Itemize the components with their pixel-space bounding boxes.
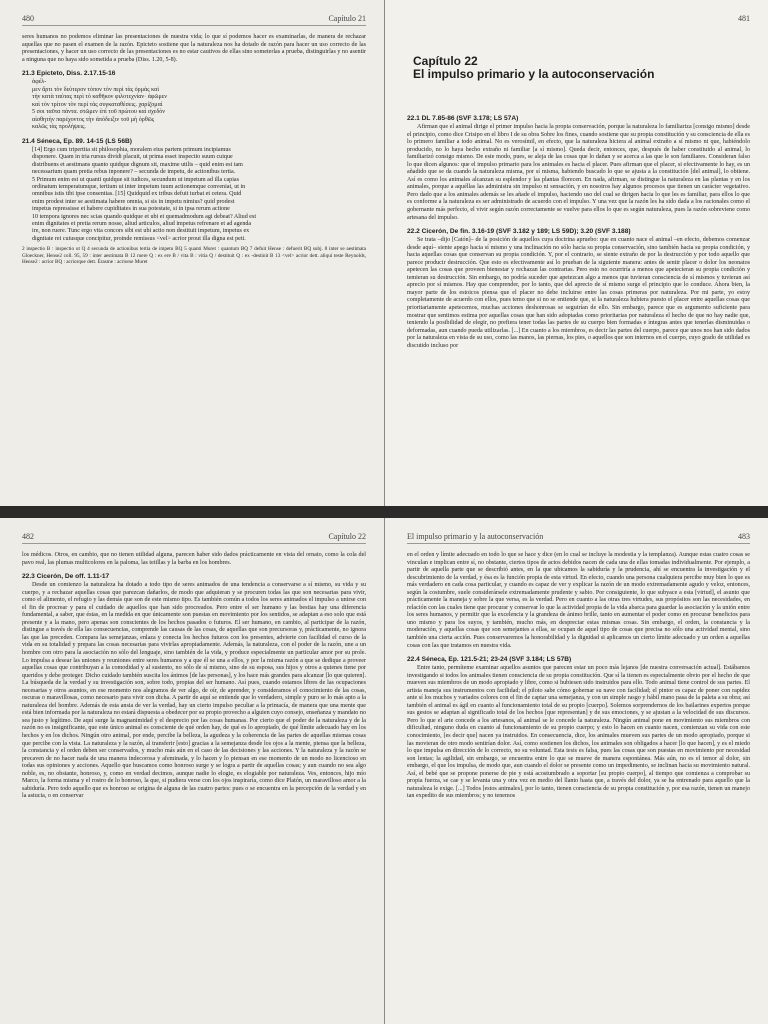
latin-line: necessarium quam pretia rebus inponere? – secunda de impetu, de actionibus tertia. — [32, 169, 236, 176]
page-483 — [385, 518, 768, 1024]
section-body: Se trata –dijo [Catón]– de la posición de aquellos cuya doctrina apruebo: que en cuanto nace el animal –en efecto, debemos comenzar desde aquí– siente apego hacia sí mismo y una inclinación no sólo hacia su propia conservación, sino también hacia su propia condición, y hacia aquellas cosas que conservan su propia condición. Y, por el contrario, se siente extraño de por la destrucción y por todo aquello que parece producir destrucción. Que esto es efectivamente así lo prueban de la siguiente manera: antes de sentir placer o dolor los neonatos apetecen las cosas que proveen bienestar y rechazan las contrarias. Pero esto no ocurriría a menos que apetecieran su propia condición y temieran su destrucción. Sin embargo, no podría suceder que apetezcan algo a menos que tuvieran consciencia de sí mismos y tuvieran así aprecio por sí mismos. Hay que comprender, por lo tanto, que del aprecio de sí mismo surge el principio que lo conduce. Ahora bien, la mayor parte de los estoicos piensa que el placer no debe incluirse entre las cosas primeras por naturaleza. Por mi parte, yo estoy completamente de acuerdo con ellos, pues temo que si no se entiende que, si la naturaleza hubiera puesto el placer entre aquellas cosas que prioritariamente apetecemos, muchas acciones deshonrosas se seguirían de ello. Sin embargo, parece que es argumento suficiente para mostrar que sentimos estima por aquellas cosas que han sido adoptadas como prioritarias por naturaleza el hecho de que no hay nadie que, teniendo la posibilidad de elegir, no prefiera tener todas las partes de su cuerpo bien formadas e íntegras antes que tenerlas disminuidas o deformadas, aun cuando pueda utilizarlas. [...] En cuanto a los miembros, es decir las partes del cuerpo, parece que unos nos han sido dados por la naturaleza en vista de su uso, como las manos, las piernas, los pies, o aquellos que son internos en el cuerpo, cuyo grado de utilidad es discutido incluso por — [407, 237, 750, 349]
section-title: 21.4 Séneca, Ep. 89. 14-15 (LS 56B) — [22, 138, 132, 146]
header-chapter: Capítulo 22 — [328, 532, 366, 541]
running-header — [407, 532, 750, 544]
latin-passage — [32, 147, 366, 243]
page-number: 480 — [22, 14, 34, 23]
latin-line: enim dignitates et pretia rerum nosse, aliud articulos, aliud impetus refrenare et ad agenda — [32, 221, 252, 228]
page-number: 482 — [22, 532, 34, 541]
header-chapter: Capítulo 21 — [328, 14, 366, 23]
latin-line: ordinatum temperatumque, tertium ut inter impetum tuum actionemque conveniat, ut in — [32, 184, 246, 191]
section-body: Afirman que el animal dirige el primer impulso hacia la propia conservación, porque la naturaleza lo familiariza [consigo mismo] desde el principio, como dice Crisipo en el libro I de su obra Sobre los fines, cuando sostiene que su propia constitución y su consciencia de ella es lo primero familiar a todo animal. No es verosímil, en efecto, que la naturaleza hiciera al animal extraño a sí mismo ni que, habiéndolo producido, no lo haya hecho extraño ni familiar [a sí mismo]. Queda decir, entonces, que, después de haber constituido al animal, lo familiarizó consigo mismo. De este modo, pues, se aleja de las cosas que lo dañan y se acerca a las que le son familiares. Consideran falso lo que dicen algunos: que el impulso primario para los animales es hacia el placer. Pues afirman que el placer, si efectivamente lo hay, es un añadido que se da cuando la naturaleza misma, por sí misma, habiendo buscado lo que se ajusta a la constitución [del animal], lo obtiene. Así es como los animales alcanzan su esplendor y las plantas florecen. En nada, afirman, se distingue la naturaleza en las plantas y en los animales, porque a aquéllas las administra sin impulso ni sensación, y en nosotros hay algunos procesos que tienen un carácter vegetativo. Pero dado que a los animales además se les añade el impulso, haciendo uso del cual se dirigen hacia lo que les es familiar, para ellos lo que es conforme a la naturaleza es ser administrado de acuerdo con el impulso. Y una vez que la razón les ha sido dada a los racionales como el gobernante más perfecto, el vivir según razón correctamente se vuelve para ellos lo que es según naturaleza, pues la razón sobreviene como artesana del impulso. — [407, 124, 750, 221]
chapter-title — [413, 55, 750, 81]
latin-line: 5 Primum enim est ut quanti quidque sit iudices, secundum ut impetum ad illa capias — [32, 176, 239, 183]
greek-line: αἰσθητὴν παρέχοντος τὴν ἀπόδειξιν τοῦ μὴ ὀρθῶς — [32, 116, 155, 123]
page-number: 483 — [738, 532, 750, 541]
page-480 — [0, 0, 384, 506]
running-header — [22, 532, 366, 544]
greek-line: μεν ἄρτι τὸν δεύτερον τόπον τὸν περὶ τὰς ὁρμὰς καὶ — [32, 86, 159, 93]
greek-line: καλῶς τὰς προλήψεις. — [32, 124, 86, 131]
greek-line: τὴν κατὰ ταύτας περὶ τὸ καθῆκον φιλοτεχνίαν· ἀφῶμεν — [32, 94, 168, 101]
section-title: 22.2 Cicerón, De fin. 3.16-19 (SVF 3.182 y 189; LS 59D); 3.20 (SVF 3.188) — [407, 228, 631, 236]
running-header — [407, 14, 750, 25]
intro-paragraph: seres humanos no podemos eliminar las presentaciones de nuestra vida; lo que sí podemos hacer es examinarlas, de manera de rechazar aquellas que no pasen el examen de la razón. Epicteto sostiene que la naturaleza nos ha dotado de razón para hacer un uso correcto de las presentaciones, y hacer un uso correcto de las presentaciones es no estar cautivos de ellas sino someterlas a prueba, distinguirlas y no asentir a ninguna que no haya sido sometida a prueba (Diss. 1.20, 5-8). — [22, 34, 366, 63]
page-482 — [0, 518, 384, 1024]
latin-line: enim prodest inter se aestimata habere omnia, si sis in impetu nimius? quid prodest — [32, 198, 235, 205]
section-body: Desde un comienzo la naturaleza ha dotado a todo tipo de seres animados de una tendencia a conservarse a sí mismo, su vida y su cuerpo, y a rechazar aquellas cosas que parezcan dañarlos, de modo que adquieran y se procuren todas las que son necesarias para vivir, como el alimento, el refugio y las demás que son de este mismo tipo. Es también común a todos los seres animados el impulso a unirse con el fin de procrear y para el cuidado de aquellos que han sido procreados. Pero entre el ser humano y las bestias hay una diferencia fundamental, a saber, que éstas, en la medida en que únicamente son puestas en movimiento por los sentidos, se adaptan a eso solo que está presente y a la mano, pero apenas son conscientes de los hechos pasados o futuros. El ser humano, en cambio, al participar de la razón, distingue a través de ella las consecuencias, comprende las causas de las cosas, de aquellas que son precursoras y, prácticamente, no ignora las que las preceden. Compara las semejanzas, enlaza y conecta los hechos futuros con los presentes, advierte con facilidad el curso de la vida en su totalidad y prepara las cosas necesarias para vivirlas apropiadamente. Además, la naturaleza, con el poder de la razón, une a un hombre con otro para la asociación no sólo del lenguaje, sino también de la vida, y produce especialmente un particular amor por su prole. Lo impulsa a desear las uniones y reuniones entre seres humanos y a que él se una a ellos, y por la misma razón a que se dedique a proveer aquellas cosas que contribuyan a la comodidad y al sustento, no sólo de sí mismo, sino de su esposa, sus hijos y otros a quienes tiene por queridos y debe proteger. Dicho cuidado también suscita los ánimos [de las personas], y los hace más grandes para alcanzar [lo que quieren]. La búsqueda de la verdad y su investigación son, sobre todo, propias del ser humano. Así pues, cuando estamos libres de las ocupaciones necesarias y otros asuntos, en ese momento nos alegramos de ver algo, de oír, de aprender, y consideramos el conocimiento de las cosas, oscuras o maravillosas, como necesario para vivir con dicha. A partir de aquí se entiende que lo verdadero, simple y puro se lo más apto a la naturaleza del hombre. Además de esta ansia de ver la verdad, hay un cierto impulso peculiar a la primacía, de manera que una mente que está bien informada por la naturaleza no estará dispuesta a obedecer por su propio provecho a alguien cuyo consejo, enseñanza y mandato no sea justo y legítimo. De aquí surge la magnanimidad y el desprecio por las cosas humanas. Por cierto que el poder de la naturaleza y de la razón no es insignificante, que este único animal es consciente de qué orden hay, de qué es lo apropiado, de qué límite adecuado hay en los hechos y en los dichos. Ningún otro animal, por ende, percibe la belleza, la agudeza y la coherencia de las partes de aquellas mismas cosas que percibe con la vista. La naturaleza y la razón, al transferir [esto] gracias a la semejanza desde los ojos a la mente, piensa que la belleza, la constancia y el orden deben ser conservados, y mucho más aún en el caso de las decisiones y las acciones. Y la naturaleza y la razón se precaven de no hacer nada de una manera indecorosa y afeminada, y lo hacen y lo piensan en ese momento de un modo no licencioso en todas sus opiniones y acciones. Aquello que buscamos como honroso surge y se logra a partir de aquellas cosas; y aun cuando no sea algo noble, es, no obstante, honroso, y, como en verdad decimos, aunque nadie lo elogie, es elogiable por naturaleza. Ves, entonces, hijo mío Marco, la forma misma y el rostro de lo honroso, la que, si pudiera verse con los ojos inspiraría, como dice Platón, un maravilloso amor a la sabiduría. Pero todo aquello que es honroso se origina de alguna de las cuatro partes: pues o se encuentra en la percepción de la verdad y en la astucia, o en conservar — [22, 582, 366, 800]
section-title: 22.1 DL 7.85-86 (SVF 3.178; LS 57A) — [407, 115, 519, 122]
greek-passage — [32, 79, 366, 132]
latin-line: 10 tempora ignores nec scias quando quidque et ubi et quemadmodum agi debeat? Aliud est — [32, 213, 257, 220]
chapter-number: Capítulo 22 — [413, 54, 478, 68]
section-title: 22.3 Cicerón, De off. 1.11-17 — [22, 573, 110, 581]
latin-line: distribuens et aestimans quanto quidque dignum sit, maxime utilis – quid enim est tam — [32, 161, 243, 168]
greek-line: 5 σοι ταῦτα πάντα. στῶμεν ἐπὶ τοῦ πρώτου καὶ σχεδὸν — [32, 109, 166, 116]
latin-line: ire, non ruere. Tunc ergo vita concors sibi est ubi actio non destituit impetum, impetus ex — [32, 228, 250, 235]
latin-line: disponere. Quam in tria rursus dividi placuit, ut prima esset inspectio suum cuique — [32, 154, 233, 161]
section-title: 22.4 Séneca, Ep. 121.5-21; 23-24 (SVF 3.184; LS 57B) — [407, 656, 572, 664]
latin-line: omnibus istis tibi ipse consentias. [15] Quidquid ex tribus defuit turbat et cetera. Quid — [32, 191, 242, 198]
section-title: 21.3 Epicteto, Diss. 2.17.15-16 — [22, 70, 116, 78]
section-body: Entre tanto, permíteme examinar aquellos asuntos que parecen estar un poco más lejanos [de nuestra conversación actual]. Estábamos investigando si todos los animales tienen consciencia de su propia constitución. Que sí la tienen es especialmente obvio por el hecho de que mueven sus miembros de un modo apropiado y libre, como si hubiesen sido instruidos para ello. Todo animal tiene control de sus partes. El artista maneja sus instrumentos con facilidad; el piloto sabe cómo gobernar su nave con facilidad; el pintor es capaz de poner con rapidez ante sí los muchos y variados colores con el fin de captar una semejanza, y con un simple rasgo y hábil mano pasa de la paleta a su obra; así también el animal es ágil en cuanto al funcionamiento total de su propio [cuerpo]. Solemos sorprendernos de los bailarines expertos porque sus gestos se adaptan al significado total de los hechos [que representan] y de sus emociones, y se ajustan a la velocidad de sus discursos. Pero lo que el arte concede a los artesanos, al animal se le concede la naturaleza. Ningún animal pone en movimiento sus miembros con dificultad, ninguno duda en cuanto al funcionamiento de su propio cuerpo; y esto lo hacen en cuanto nacen, comienzan su vida con este conocimiento, [es decir que] nacen ya instruidos. En consecuencia, dice, los animales mueven sus partes de un modo apropiado, porque si las movieran de otro modo sentirían dolor. Así, como sostienen los dichos, los animales son obligados a hacer [lo que hacen], y es el miedo lo que impulsa en dirección de lo correcto, no su voluntad. Esta tesis es falsa, pues las cosas que son puestas en movimiento por necesidad son lentas; la agilidad, sin embargo, se encuentra entre lo que se mueve de manera espontánea. Más aún, no es el temor al dolor, sin embargo, el que los impulsa, de modo que, aun cuando el dolor se presente como un impedimento, se inclinan hacia su movimiento natural. Así, el bebé que se propone ponerse de pie y está acostumbrado a soportar [su propio cuerpo], al tiempo que comienza a comprobar su propia fuerza, se cae y se levanta una y otra vez en medio del llanto hasta que, a través del dolor, ya se ha entrenado para aquello que la naturaleza le exige. [...] Todos [estos animales], por lo tanto, tienen consciencia de su propia constitución y, por esa razón, tienen un manejo tan expedito de sus miembros; y no tenemos — [407, 665, 750, 800]
latin-line: dignitate rei cuiusque concipitur, proinde remissus <vel> acrior prout illa digna est peti. — [32, 235, 246, 242]
page-number: 481 — [738, 14, 750, 23]
page-gap — [0, 506, 768, 518]
header-chapter: El impulso primario y la autoconservación — [407, 532, 544, 541]
latin-line: impetus repressisse et habere cupiditates in sua potestate, si in ipsa rerum actione — [32, 206, 230, 213]
intro-paragraph: los médicos. Otros, en cambio, que no tienen utilidad alguna, parecen haber sido dados prácticamente en vista del ornato, como la cola del pavo real, las plumas multicolores en la paloma, las tetillas y la barba en los hombres. — [22, 552, 366, 566]
chapter-name: El impulso primario y la autoconservación — [413, 67, 655, 81]
latin-line: [14] Ergo cum tripertita sit philosophia, moralem eius partem primum incipiamus — [32, 147, 231, 154]
intro-paragraph: en el orden y límite adecuado en todo lo que se hace y dice (en lo cual se incluye la modestia y la templanza). Aunque estas cuatro cosas se vinculan e implican entre sí, no obstante, ciertos tipos de actos debidos nacen de cada una de ellas tomadas individualmente. Por ejemplo, a partir de aquella parte que se describió antes, en la que ubicamos la sabiduría y la prudencia, ahí se encuentra la investigación y el descubrimiento de la verdad, y ésa es la función propia de esta virtud. En efecto, cuando una persona cualquiera percibe muy bien lo que es más verdadero en cada cosa particular, y cuando es capaz de ver y explicar la razón de un modo extremadamente agudo y veloz, entonces, según la costumbre, suele considerársele extremadamente prudente y sabio. Por consiguiente, lo que subyace a esta [virtud], el asunto que prácticamente la maneja y sobre la que versa, es la verdad. Pero en cuanto a las otras tres virtudes, sus propósitos son las necesidades, en relación con las cuales tiene que procurar y conservar lo que la actividad propia de la vida abarca para guardar la asociación y la unión entre los seres humanos, y permitir que la excelencia y la grandeza de ánimo brille, tanto en aumentar el poder como en procurar beneficios para uno mismo y para los suyos, y también, mucho más, en despreciar estas mismas cosas. Sin embargo, el orden, la constancia y la moderación, y aquellas cosas que son semejantes a ellas, se ocupan de aquel tipo de cosas que precisa no sólo una actividad mental, sino también una cierta acción. Pues conservaremos la honorabilidad y la dignidad si aplicamos un cierto límite adecuado y un orden a aquellas cosas con las que tratamos en nuestra vida. — [407, 552, 750, 649]
running-header — [22, 14, 366, 26]
greek-line: καὶ τὸν τρίτον τὸν περὶ τὰς συγκαταθέσεις. χαρίζομαί — [32, 101, 163, 108]
critical-apparatus: 2 inspectio B : inspectio ut Q 4 secunda de actionibus tertia de impetu BQ 5 quanti Muret : quantum BQ 7 defuit Hense : defuerit BQ subj. 8 inter se aestimata Gloeckner, Hense2 coll. 95, 59 : inter aestimata B 12 ruere Q : ex ere B / vita B : vitia Q / destituit Q : ex -destinit B 13 <vel> acrior dett. aliqui teste Reynolds, Hense2 : acrior BQ : acriorque dett. Érasme : acriorse Muret — [22, 246, 366, 266]
greek-line: ἀφέλ- — [32, 79, 47, 86]
page-481 — [385, 0, 768, 506]
